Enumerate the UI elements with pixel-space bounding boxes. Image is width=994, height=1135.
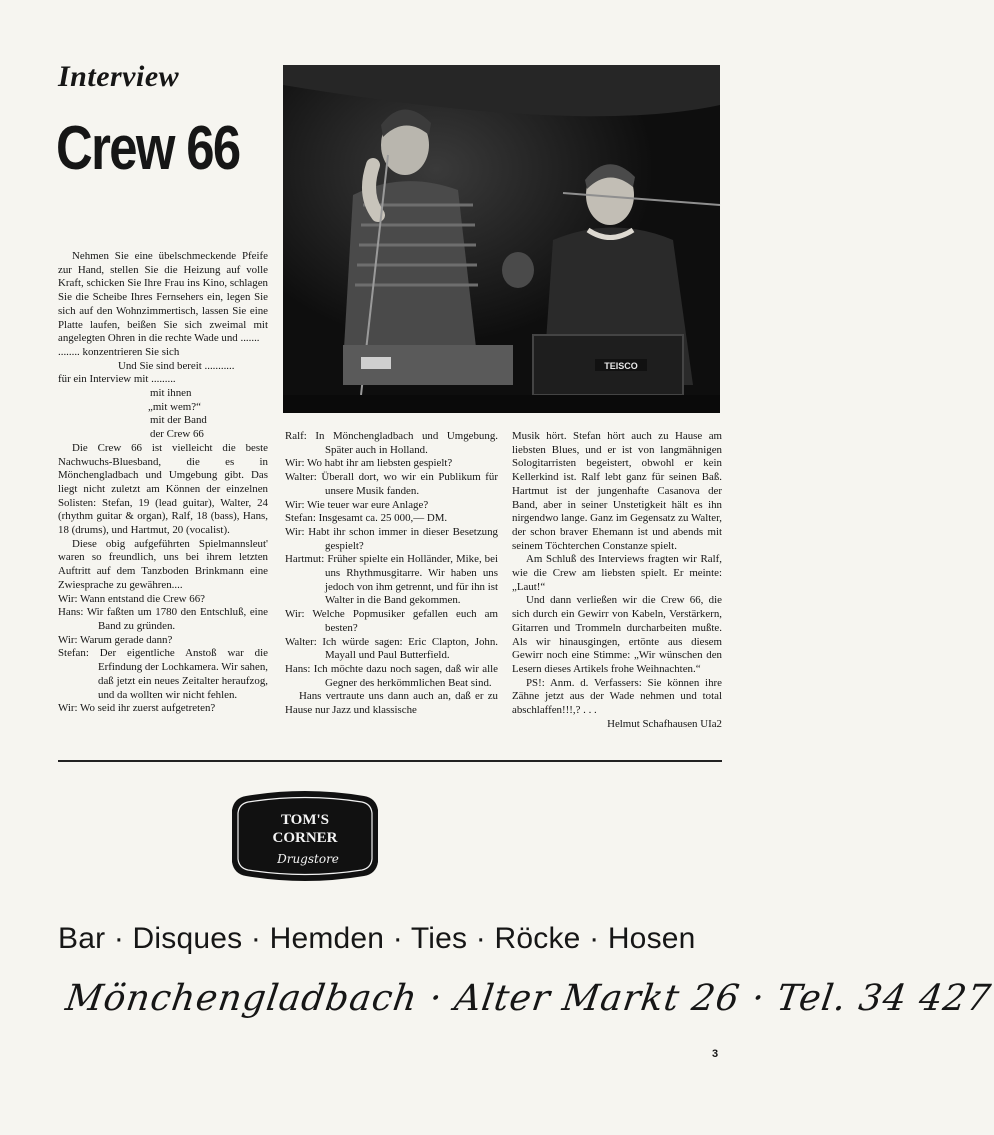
verse-line: „mit wem?“: [148, 400, 201, 413]
section-kicker: Interview: [58, 60, 180, 93]
dialogue-line: Hans: Ich möchte dazu noch sagen, daß wir alle Gegner des herkömmlichen Beat sind.: [285, 662, 498, 689]
dialogue-line: Wir: Wann entstand die Crew 66?: [58, 592, 205, 605]
band-photo-illustration: [283, 65, 720, 413]
verse-line: der Crew 66: [150, 428, 204, 441]
dialogue-line: Wir: Wo habt ihr am liebsten gespielt?: [285, 457, 453, 470]
author-signature: Helmut Schafhausen UIa2: [607, 717, 722, 730]
dialogue-line: Hartmut: Früher spielte ein Holländer, Mike, bei uns Rhythmusgitarre. Wir haben uns jedoch von ihm getrennt, und für ihn ist Walter in die Band gekommen.: [285, 553, 499, 607]
intro-paragraphs: [58, 250, 268, 346]
article-column-2: [285, 430, 498, 718]
band-photo: [283, 65, 720, 413]
dialogue-line: Walter: Ich würde sagen: Eric Clapton, John. Mayall und Paul Butterfield.: [285, 635, 498, 662]
logo-line-2: CORNER: [272, 830, 338, 846]
verse-line: Und Sie sind bereit ...........: [118, 359, 235, 372]
dialogue-line: Wir: Warum gerade dann?: [58, 633, 173, 646]
verse-line: mit der Band: [150, 414, 207, 427]
amp-brand-label: TEISCO: [604, 361, 638, 371]
article-column-3: [512, 430, 722, 731]
toms-corner-logo: [226, 788, 384, 884]
dialogue-line: Wir: Welche Popmusiker gefallen euch am besten?: [285, 608, 498, 634]
verse-line: für ein Interview mit .........: [58, 373, 176, 386]
dialogue-line: Stefan: Insgesamt ca. 25 000,— DM.: [285, 512, 448, 525]
logo-script: Drugstore: [277, 852, 339, 866]
body-paragraph: Und dann verließen wir die Crew 66, die sich durch ein Gewirr von Kabeln, Verstärkern, Gitarren und Trommeln durcharbeiten mußte. Als wir hinausgingen, ertönte aus diesem Gewirr noch eine Stimme: „Wir wünschen den Lesern dieses Artikels frohe Weihnachten.“: [512, 594, 722, 675]
body-paragraph: Die Crew 66 ist vielleicht die beste Nachwuchs-Bluesband, die es in Mönchengladbach und Umgebung gibt. Das liegt nicht zuletzt am Können der einzelnen Solisten: Stefan, 19 (lead guitar), Walter, 24 (rhythm guitar & organ), Ralf, 18 (bass), Hans, 18 (drums), und Hartmut, 20 (vocalist).: [58, 441, 268, 537]
ad-address: Mönchengladbach · Alter Markt 26 · Tel. 34 427: [63, 978, 994, 1019]
dialogue-line: Wir: Wo seid ihr zuerst aufgetreten?: [58, 702, 216, 715]
verse-line: mit ihnen: [150, 387, 192, 400]
dialogue-line: Walter: Überall dort, wo wir ein Publikum für unsere Musik fanden.: [285, 471, 498, 497]
dialogue-line: Ralf: In Mönchengladbach und Umgebung. Später auch in Holland.: [285, 430, 498, 456]
dialogue-line: Stefan: Der eigentliche Anstoß war die Erfindung der Lochkamera. Wir sahen, daß jetzt ein neues Zeitalter heraufzog, und da wollten wir nicht fehlen.: [58, 647, 268, 701]
article-column-1: [58, 250, 268, 716]
verse-line: ........ konzentrieren Sie sich: [58, 345, 180, 358]
logo-line-1: TOM'S: [280, 812, 330, 828]
intro-paragraph: Nehmen Sie eine übelschmeckende Pfeife zur Hand, stellen Sie die Heizung auf volle Kraft, schicken Sie Ihre Frau ins Kino, schlagen Sie die Scheibe Ihres Fernsehers ein, legen Sie sich auf den Wohnzimmertisch, lassen Sie eine Platte laufen, beißen Sie sich zweimal mit angelegten Ohren in die rechte Wade und .......: [58, 250, 268, 345]
body-paragraph: Musik hört. Stefan hört auch zu Hause am liebsten Blues, und er ist von langmähnigen Sologitarristen begeistert, obwohl er kein Kellerkind ist. Ralf lebt ganz für seinen Baß. Hartmut ist der jungenhafte Casanova der Band, aber in seiner Unstetigkeit hält es ihn nirgendwo lange. Ganz im Gegensatz zu Walter, der schon braver Ehemann ist und abends mit seinem Töchterchen Constanze spielt.: [512, 430, 722, 552]
section-divider: [58, 760, 722, 762]
dialogue-line: Wir: Habt ihr schon immer in dieser Besetzung gespielt?: [285, 525, 498, 552]
body-paragraph: PS!: Anm. d. Verfassers: Sie können ihre Zähne jetzt aus der Wade nehmen und total abschlaffen!!!,? . . .: [512, 676, 722, 717]
body-paragraph: Am Schluß des Interviews fragten wir Ralf, wie die Crew am liebsten spielt. Er meinte: „Laut!“: [512, 553, 722, 593]
body-paragraph: Hans vertraute uns dann auch an, daß er zu Hause nur Jazz und klassische: [285, 690, 498, 717]
dialogue-line: Wir: Wie teuer war eure Anlage?: [285, 498, 429, 511]
page-number: 3: [712, 1048, 719, 1060]
ad-tagline: Bar · Disques · Hemden · Ties · Röcke · Hosen: [58, 922, 696, 955]
article-headline: Crew 66: [56, 114, 240, 183]
body-paragraph: Diese obig aufgeführten Spielmannsleut' waren so freundlich, uns bei ihrem letzten Auftritt auf dem Tanzboden Brinkmann eine Zwiesprache zu gewähren....: [58, 537, 268, 591]
dialogue-line: Hans: Wir faßten um 1780 den Entschluß, eine Band zu gründen.: [58, 606, 268, 632]
